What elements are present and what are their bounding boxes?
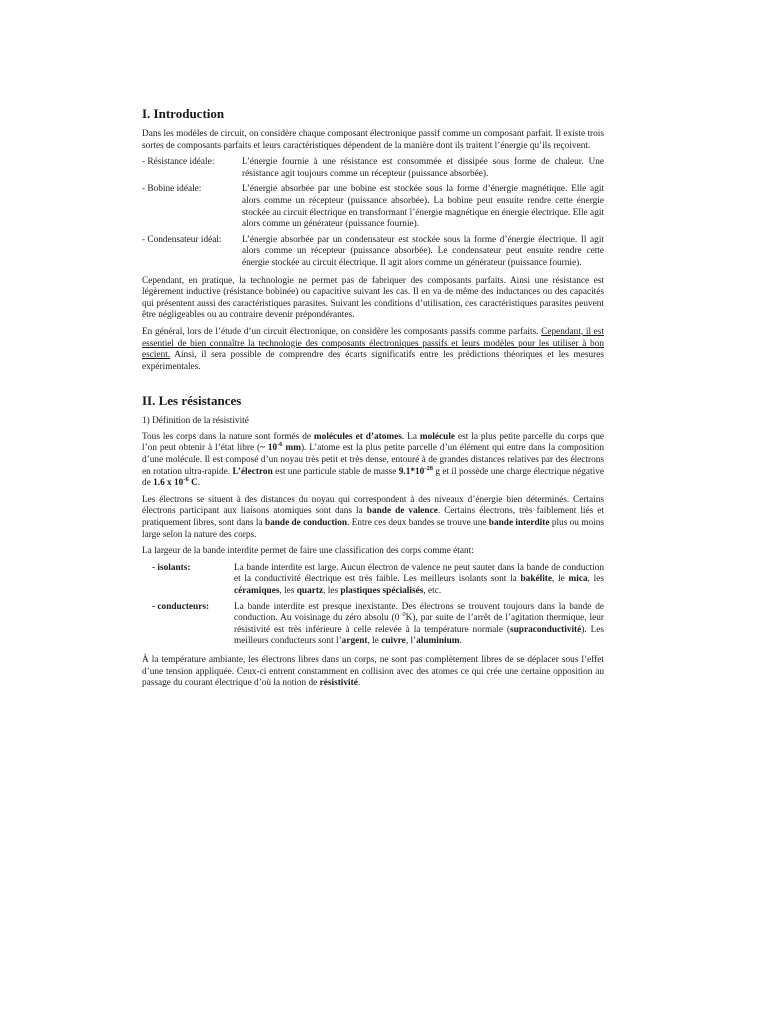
definition-term: - Condensateur idéal: [142, 234, 222, 245]
bold-term: supraconductivité [510, 624, 582, 635]
classification-item-conducteurs [152, 602, 604, 648]
resistivity-paragraph [142, 655, 604, 690]
definition-term: - Bobine idéale: [142, 184, 202, 195]
bold-term: molécule [419, 431, 456, 442]
text-run: , le [367, 636, 382, 647]
classification-term: - isolants: [152, 562, 191, 573]
text-run: est la plus petite parcelle du corps que l’on peut obtenir à l’état libre ( [142, 431, 604, 454]
definition-description: L’énergie fournie à une résistance est consommée et dissipée sous forme de chaleur. Une résistance agit toujours comme un récepteur (puissance absorbée). [242, 157, 604, 179]
text-run: 1.6 x 10 [153, 478, 184, 489]
text-run: . Certains électrons, très faiblement liés et pratiquement libres, sont dans la [142, 506, 604, 529]
text-run: 9.1*10 [398, 466, 425, 477]
bold-term: plastiques spécialisés [340, 586, 424, 596]
text-run: À la température ambiante, les électrons libres dans un corps, ne sont pas complètement libres de se déplacer sous l’effet d’une tension appliquée. Ceux-ci entrent constamment en collision avec des atomes ce qui crée une certaine opposition au passage du courant électrique d’où la notion de [142, 654, 604, 689]
exponent: 0 [402, 611, 406, 619]
section-title-introduction: I. Introduction [142, 106, 225, 121]
bold-term: L’électron [232, 466, 273, 477]
text-run: mm [282, 443, 301, 454]
definition-item [142, 157, 604, 180]
bold-term [153, 476, 201, 489]
text-run: Ainsi, il sera possible de comprendre des écarts significatifs entre les prédictions théoriques et les mesures expérimentales. [142, 350, 604, 372]
text-run: g et il possède une charge électrique négative de [142, 466, 604, 489]
text-run: , les [323, 586, 341, 596]
general-paragraph [142, 327, 604, 373]
text-run: . [357, 678, 361, 689]
definition-item [142, 235, 604, 270]
subsection-title: 1) Définition de la résistivité [142, 416, 249, 427]
bold-term: quartz [296, 586, 324, 596]
document-page [142, 106, 604, 695]
text-run: , le [552, 574, 569, 585]
classification-item-isolants [152, 563, 604, 598]
practice-paragraph: Cependant, en pratique, la technologie ne permet pas de fabriquer des composants parfaits. Ainsi une résistance est légèrement inductive (résistance bobinée) ou capacitive suivant les cas. Il en va de même des inductances ou des capacités qui présentent aussi des caractéristiques parasites. Suivant les conditions d’utilisation, ces caractéristiques parasites peuvent être négligeables ou au contraire devenir prépondérantes. [142, 275, 604, 321]
text-run: Les électrons se situent à des distances du noyau qui correspondent à des niveaux d’énergie bien déterminés. Certains électrons participant aux liaisons atomiques sont dans la [142, 494, 604, 517]
text-run: . [197, 478, 201, 489]
definition-description: L’énergie absorbée par un condensateur est stockée sous la forme d’énergie électrique. Il agit alors comme un récepteur (puissance absorbée). Le condensateur peut ensuite rendre cette énergie stockée au circuit électrique. Il agit alors comme un générateur (puissance fournie). [242, 234, 604, 268]
text-run: plus ou moins large selon la nature des corps. [142, 518, 604, 540]
underlined-text: Cependant, il est essentiel de bien connaître la technologie des composants électroniques passifs et leurs modèles pour les utiliser à bon escient. [142, 326, 604, 361]
classification-description [234, 563, 604, 598]
bold-term: résistivité [319, 678, 358, 689]
definition-term: - Résistance idéale: [142, 157, 215, 168]
bold-term: cuivre [381, 636, 406, 647]
text-run: La bande interdite est presque inexistante. Des électrons se trouvent toujours dans la bande de conduction. Au voisinage du zéro absolu (0 [234, 601, 604, 624]
text-run: ). L’atome est la plus petite parcelle d’un élément qui entre dans la composition d’une molécule. Il est composé d’un noyau très petit et très dense, entouré à de grandes distances relatives par des électrons en rotation ultra-rapide. [142, 443, 604, 477]
text-run: , les [587, 574, 604, 585]
bold-term: bande de valence [366, 506, 438, 517]
text-run: . [459, 636, 462, 647]
bold-term: bande de conduction [264, 518, 348, 529]
text-run: K), par suite de l’arrêt de l’agitation thermique, leur résistivité est très inférieure à celle relevée à la température normale ( [234, 613, 604, 635]
bold-term: céramiques [234, 586, 280, 596]
text-run: ~ 10 [260, 443, 278, 454]
classification-paragraph: La largeur de la bande interdite permet de faire une classification des corps comme étant: [142, 546, 474, 557]
exponent: -28 [424, 464, 433, 472]
bold-term: argent [341, 636, 368, 647]
bands-paragraph [142, 495, 604, 541]
text-run: ). Les meilleurs conducteurs sont l’ [234, 624, 605, 647]
classification-list [152, 563, 604, 648]
text-run: est une particule stable de masse [272, 466, 399, 477]
bold-term [260, 443, 301, 453]
text-run: , etc. [423, 586, 442, 596]
exponent: -6 [183, 476, 189, 484]
classification-term: - conducteurs: [152, 601, 210, 612]
text-run: La bande interdite est large. Aucun électron de valence ne peut sauter dans la bande de conduction et la conductivité électrique est très faible. Les meilleurs isolants sont la [234, 562, 604, 585]
section-title-resistances: II. Les résistances [142, 393, 242, 409]
text-run: . La [401, 431, 420, 442]
bold-term: bande interdite [488, 518, 550, 529]
ideal-components-list [142, 157, 604, 269]
text-run: C [188, 478, 198, 489]
bold-term [398, 464, 433, 477]
bold-term: mica [568, 574, 588, 585]
bold-term: molécules et d’atomes [313, 431, 402, 442]
bold-term: aluminium [416, 636, 460, 647]
definition-description: L’énergie absorbée par une bobine est stockée sous la forme d’énergie magnétique. Elle agit alors comme un récepteur (puissance absorbée). La bobine peut ensuite rendre cette énergie stockée au circuit électrique en transformant l’énergie magnétique en énergie électrique. Elle agit alors comme un générateur (puissance fournie). [242, 184, 604, 230]
exponent: -6 [277, 441, 283, 449]
atoms-paragraph [142, 432, 604, 490]
intro-paragraph: Dans les modèles de circuit, on considère chaque composant électronique passif comme un composant parfait. Il existe trois sortes de composants parfaits et leurs caractéristiques dépendent de la manière dont ils traitent l’énergie qu’ils reçoivent. [142, 129, 604, 151]
text-run: Tous les corps dans la nature sont formés de [142, 431, 314, 442]
text-run: , l’ [405, 636, 417, 647]
text-run: En général, lors de l’étude d’un circuit électronique, on considère les composants passifs comme parfaits. [142, 326, 542, 337]
bold-term: bakélite [520, 574, 553, 585]
text-run: , les [279, 586, 297, 596]
text-run: . Entre ces deux bandes se trouve une [347, 518, 489, 529]
classification-description [234, 602, 604, 648]
definition-item [142, 184, 604, 230]
